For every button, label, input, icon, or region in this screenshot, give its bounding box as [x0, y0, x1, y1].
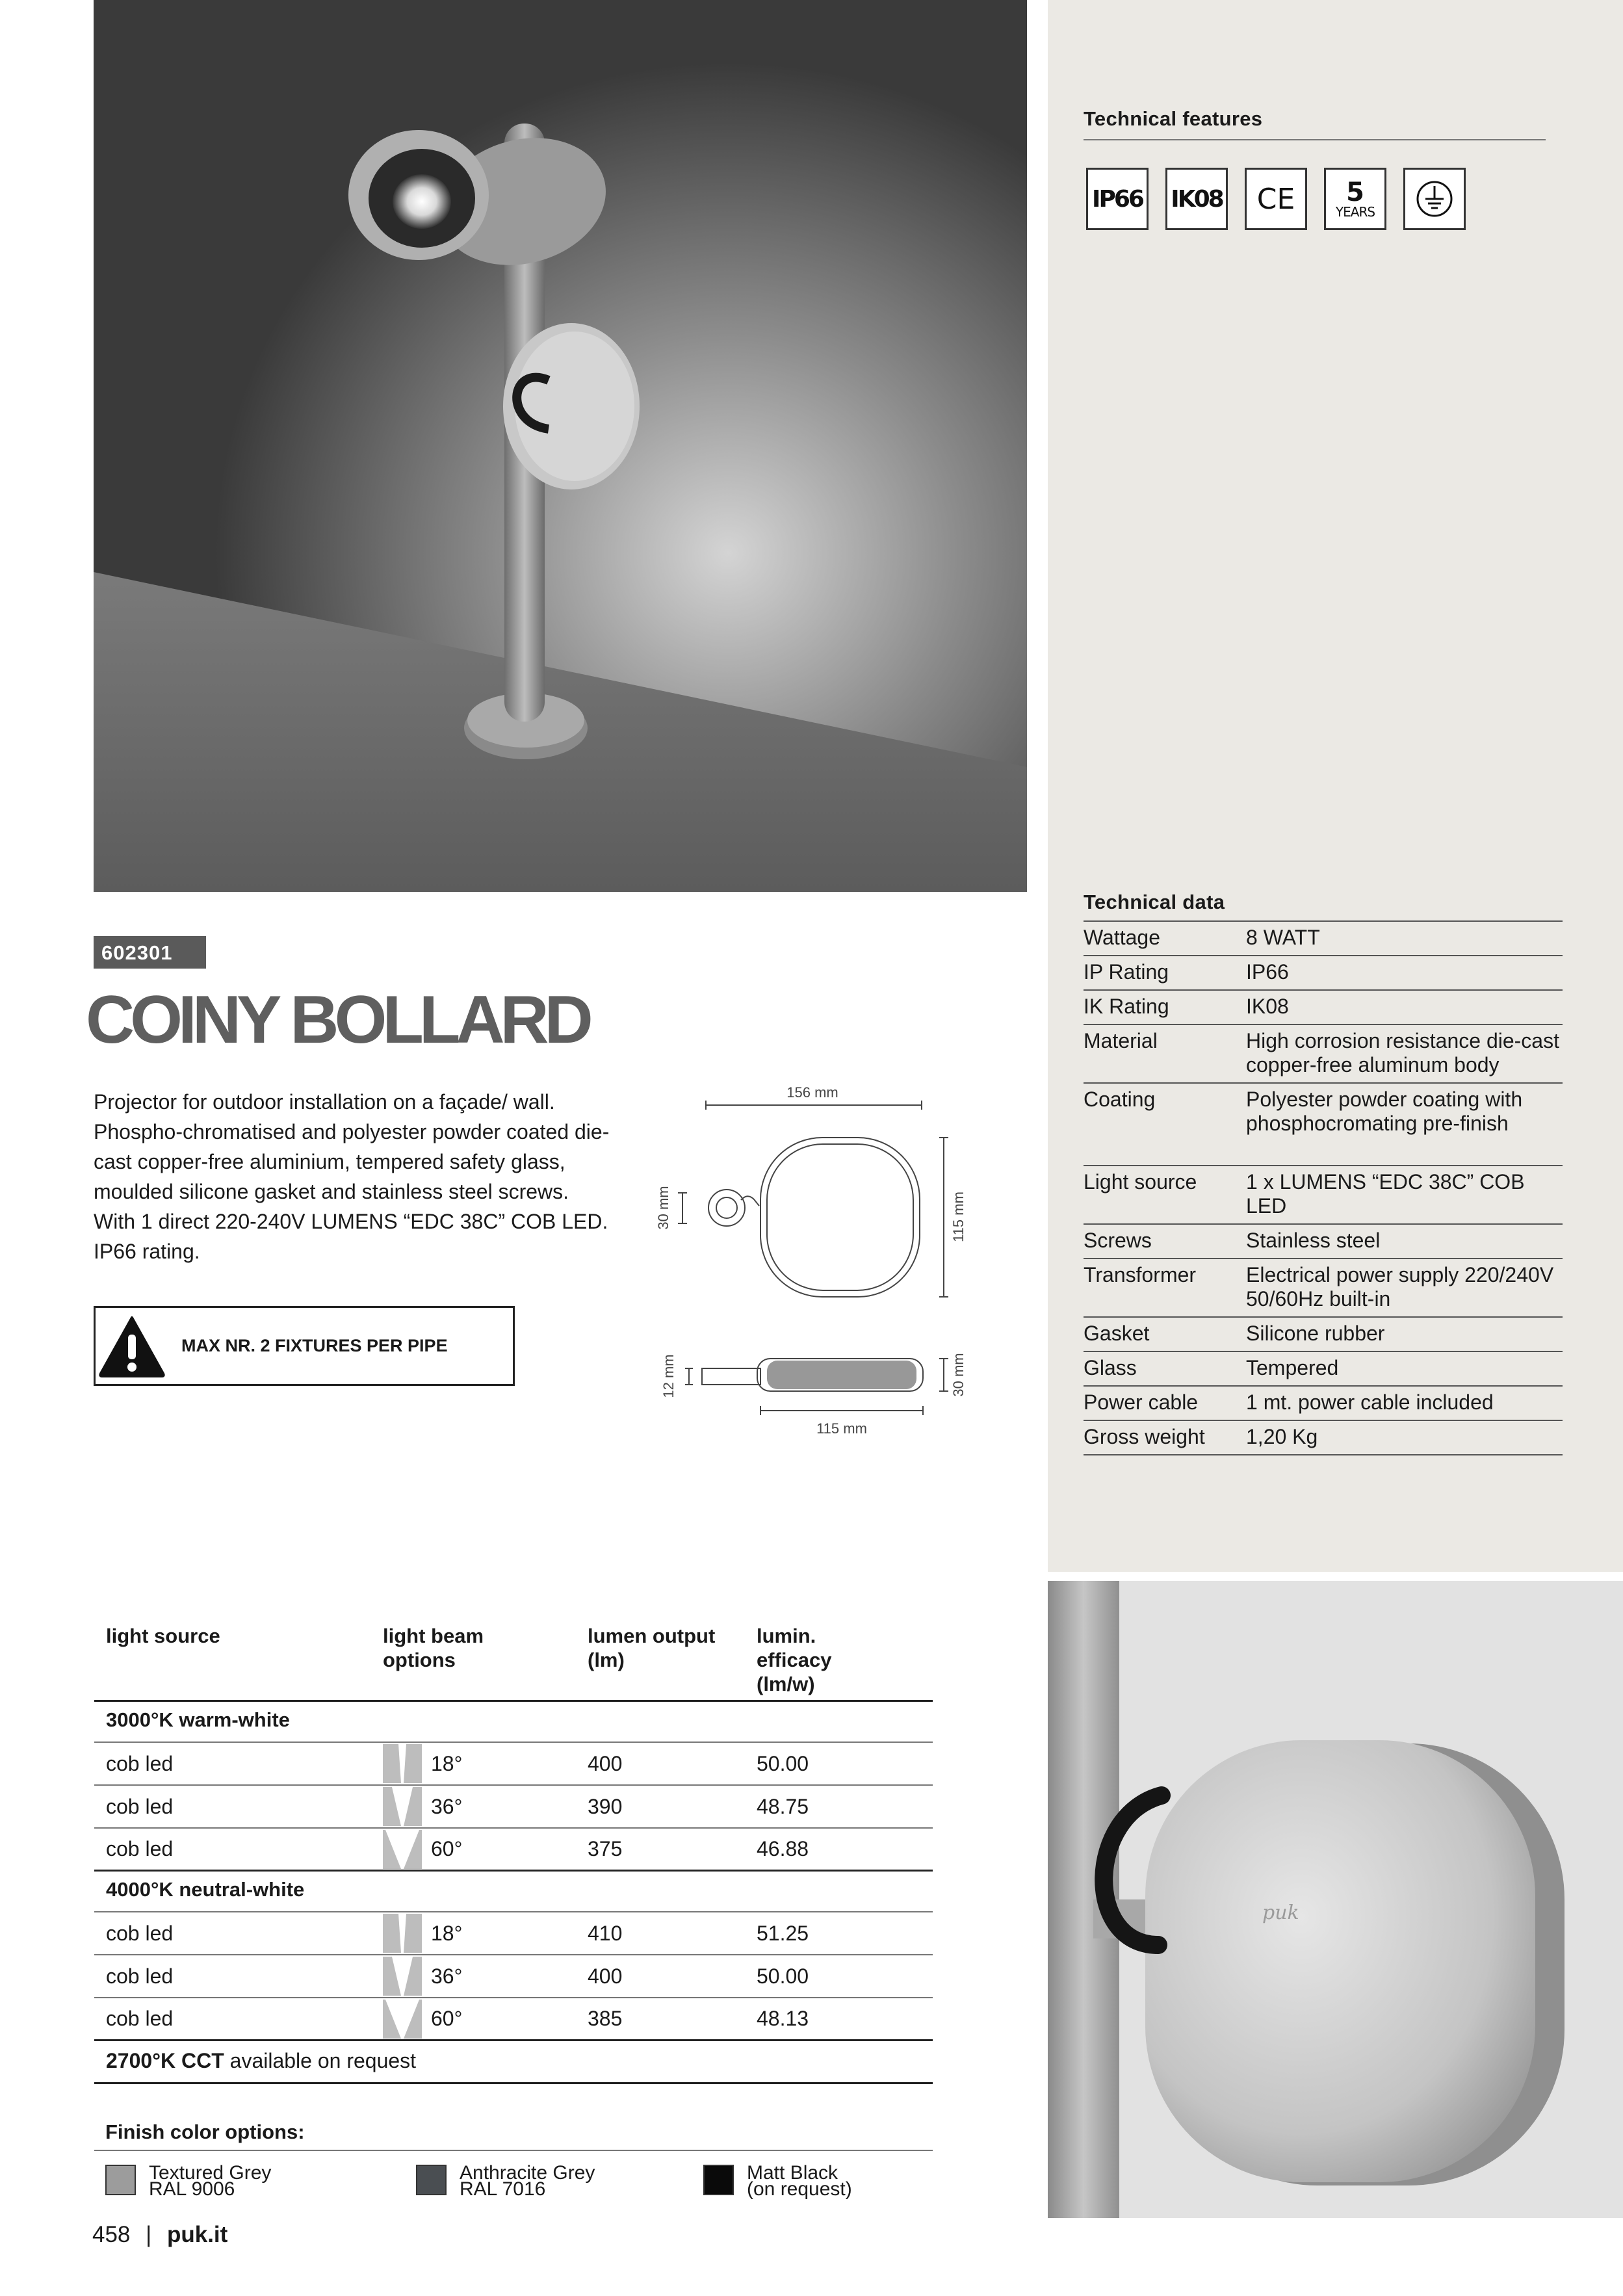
table-row: Power cable 1 mt. power cable included [1084, 1385, 1563, 1420]
beam-18-icon [383, 1744, 422, 1783]
product-code-badge: 602301 [94, 936, 206, 969]
table-row: cob led 18° 410 51.25 [94, 1912, 933, 1955]
table-row: Material High corrosion resistance die-cast copper-free aluminum body [1084, 1024, 1563, 1082]
beam-60-icon [383, 1830, 422, 1869]
table-row: Wattage 8 WATT [1084, 920, 1563, 955]
table-row: cob led 18° 400 50.00 [94, 1743, 933, 1786]
table-footnote: 2700°K CCT available on request [94, 2041, 933, 2084]
dim-height-right: 115 mm [950, 1192, 967, 1242]
table-row: Glass Tempered [1084, 1351, 1563, 1385]
website-link[interactable]: puk.it [166, 2222, 228, 2247]
beam-36-icon [383, 1957, 422, 1996]
warning-text: MAX NR. 2 FIXTURES PER PIPE [181, 1336, 448, 1355]
color-swatch [703, 2165, 734, 2195]
dim-side-right: 30 mm [950, 1353, 967, 1397]
hero-illustration [94, 0, 1027, 892]
table-row: Gross weight 1,20 Kg [1084, 1420, 1563, 1455]
ip66-icon: IP66 [1086, 168, 1149, 230]
dim-side-left: 12 mm [660, 1354, 677, 1398]
table-row: cob led 60° 385 48.13 [94, 1998, 933, 2041]
warning-box [94, 1306, 515, 1386]
technical-features-title: Technical features [1084, 107, 1263, 130]
divider [94, 2150, 933, 2151]
dim-width-bottom: 115 mm [816, 1420, 867, 1437]
table-row: Screws Stainless steel [1084, 1223, 1563, 1258]
table-row: Transformer Electrical power supply 220/240V 50/60Hz built-in [1084, 1258, 1563, 1316]
table-row: Light source 1 x LUMENS “EDC 38C” COB LED [1084, 1165, 1563, 1223]
table-row: IP Rating IP66 [1084, 955, 1563, 989]
warning-icon [96, 1308, 168, 1384]
finish-option-textured-grey: Textured Grey RAL 9006 [105, 2165, 271, 2197]
divider [1084, 139, 1546, 140]
beam-60-icon [383, 2000, 422, 2039]
finish-option-matt-black: Matt Black (on request) [703, 2165, 852, 2197]
certification-badges [1086, 168, 1466, 230]
technical-data-title: Technical data [1084, 891, 1225, 913]
table-row: cob led 60° 375 46.88 [94, 1829, 933, 1872]
ce-mark-icon: CE [1245, 168, 1307, 230]
hero-product-photo [94, 0, 1027, 892]
group-title: 3000°K warm-white [94, 1702, 933, 1743]
page-number: 458 [92, 2222, 131, 2247]
page-footer: 458 | puk.it [92, 2222, 228, 2247]
color-swatch [416, 2165, 447, 2195]
table-row: cob led 36° 390 48.75 [94, 1786, 933, 1829]
group-title: 4000°K neutral-white [94, 1872, 933, 1912]
technical-data-table [1084, 920, 1563, 1455]
dim-width-top: 156 mm [786, 1084, 838, 1101]
earth-ground-icon [1403, 168, 1466, 230]
beam-36-icon [383, 1787, 422, 1826]
detail-product-photo [1048, 1581, 1623, 2218]
dim-clamp-height: 30 mm [655, 1186, 671, 1230]
table-row: IK Rating IK08 [1084, 989, 1563, 1024]
finish-option-anthracite-grey: Anthracite Grey RAL 7016 [416, 2165, 595, 2197]
product-title: COINY BOLLARD [86, 982, 589, 1058]
warranty-5-years-icon: 5 YEARS [1324, 168, 1386, 230]
table-header: light source light beam options lumen output (lm) lumin. efficacy (lm/w) [94, 1624, 933, 1702]
product-description: Projector for outdoor installation on a façade/ wall. Phospho-chromatised and polyester powder coated die-cast copper-free aluminium, tempered safety glass, moulded silicone gasket and stainless steel screws. With 1 direct 220-240V LUMENS “EDC 38C” COB LED. IP66 rating. [94, 1090, 610, 1263]
color-swatch [105, 2165, 136, 2195]
finish-options-title: Finish color options: [105, 2120, 305, 2143]
light-source-table [94, 1624, 933, 2084]
technical-drawing [650, 1073, 988, 1456]
ik08-icon: IK08 [1165, 168, 1228, 230]
table-row: Gasket Silicone rubber [1084, 1316, 1563, 1351]
puk-logo: puk [1262, 1901, 1299, 1924]
beam-18-icon [383, 1914, 422, 1953]
table-row: Coating Polyester powder coating with phosphocromating pre-finish [1084, 1082, 1563, 1165]
table-row: cob led 36° 400 50.00 [94, 1955, 933, 1998]
